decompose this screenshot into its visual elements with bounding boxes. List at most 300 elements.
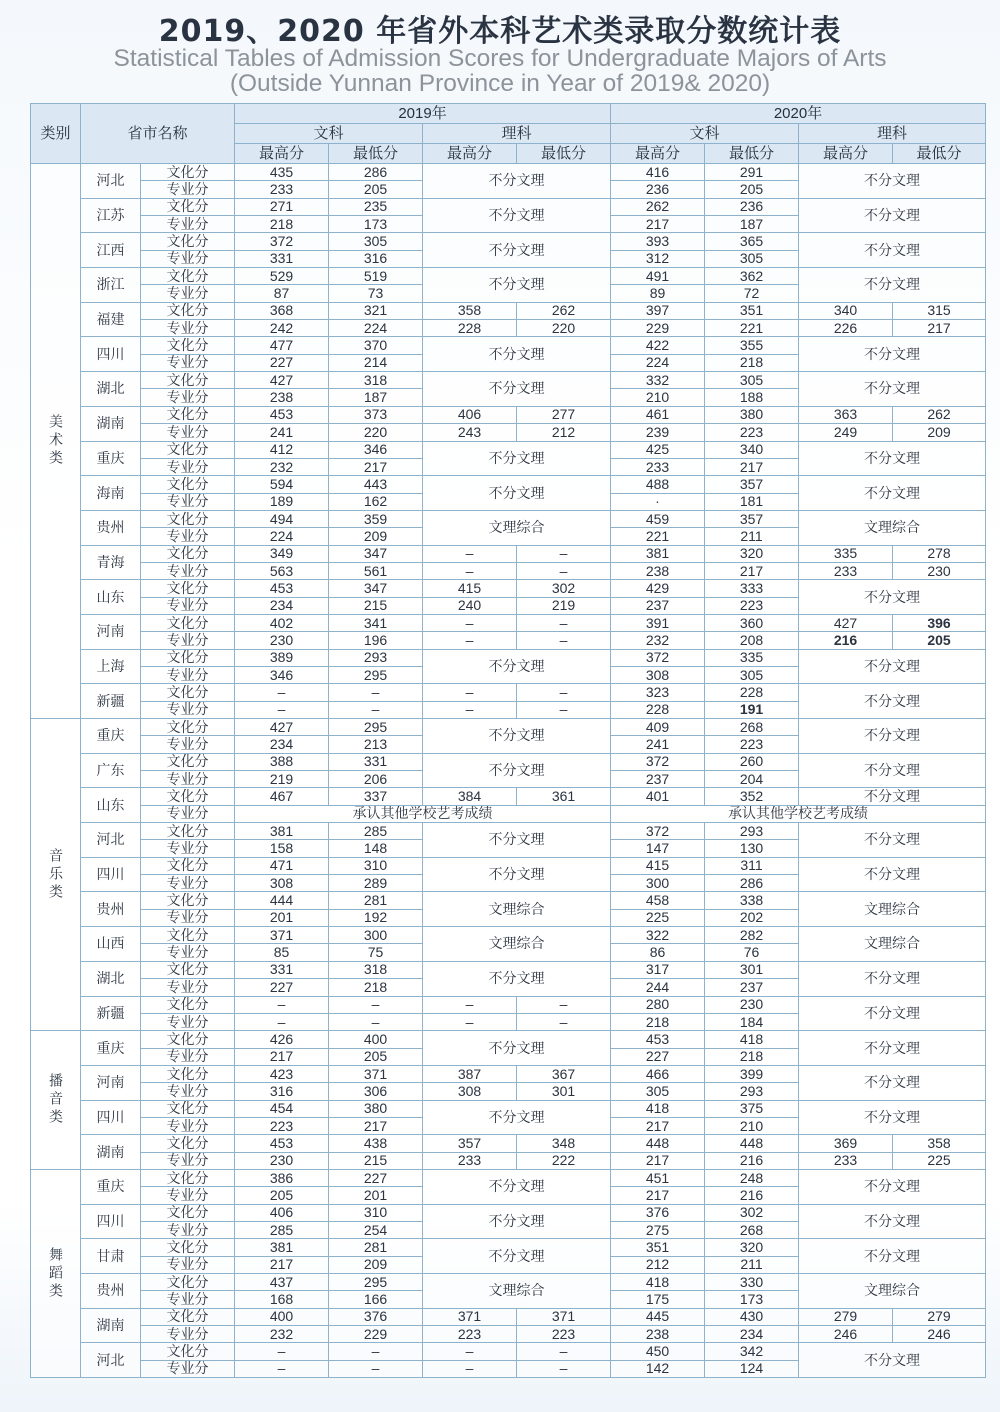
table-row: [31, 823, 986, 840]
score-cell: –: [235, 996, 329, 1013]
score-cell: 300: [329, 927, 423, 944]
score-cell: 147: [611, 840, 705, 857]
merged-note-cell: 不分文理: [799, 1204, 986, 1239]
score-cell: 372: [611, 753, 705, 770]
score-cell: –: [517, 1360, 611, 1377]
table-row: [31, 1065, 986, 1082]
score-cell: 188: [705, 389, 799, 406]
score-cell: 301: [705, 961, 799, 978]
score-cell: 400: [329, 1031, 423, 1048]
table-row: [31, 320, 986, 337]
score-cell: 427: [799, 614, 893, 631]
score-cell: 271: [235, 198, 329, 215]
score-cell: 529: [235, 268, 329, 285]
major-score-label: 专业分: [141, 493, 235, 510]
province-name: 新疆: [81, 684, 141, 719]
score-cell: 246: [799, 1326, 893, 1343]
table-row: [31, 372, 986, 389]
score-cell: 348: [517, 1135, 611, 1152]
score-cell: 380: [329, 1100, 423, 1117]
score-cell: 219: [235, 771, 329, 788]
score-cell: 216: [705, 1187, 799, 1204]
score-cell: 173: [705, 1291, 799, 1308]
score-cell: 418: [611, 1100, 705, 1117]
province-name: 重庆: [81, 441, 141, 476]
category-label: 音乐类: [31, 719, 81, 1031]
culture-score-label: 文化分: [141, 302, 235, 319]
score-cell: 295: [329, 719, 423, 736]
score-cell: 427: [235, 372, 329, 389]
score-cell: 209: [893, 424, 986, 441]
table-row: [31, 1308, 986, 1325]
major-score-label: 专业分: [141, 944, 235, 961]
score-cell: 217: [235, 1256, 329, 1273]
table-row: [31, 198, 986, 215]
table-row: [31, 614, 986, 631]
province-name: 新疆: [81, 996, 141, 1031]
score-cell: 215: [329, 597, 423, 614]
score-cell: 187: [329, 389, 423, 406]
score-cell: 232: [235, 458, 329, 475]
score-cell: 204: [705, 771, 799, 788]
score-cell: 376: [611, 1204, 705, 1221]
merged-note-cell: 不分文理: [799, 1031, 986, 1066]
table-row: [31, 1169, 986, 1186]
score-cell: 242: [235, 320, 329, 337]
score-cell: 367: [517, 1065, 611, 1082]
merged-note-cell: 不分文理: [799, 441, 986, 476]
province-name: 浙江: [81, 268, 141, 303]
table-row: [31, 1031, 986, 1048]
score-cell: 238: [611, 562, 705, 579]
culture-score-label: 文化分: [141, 580, 235, 597]
merged-note-cell: 不分文理: [799, 233, 986, 268]
major-score-label: 专业分: [141, 1326, 235, 1343]
culture-score-label: 文化分: [141, 788, 235, 805]
score-cell: 357: [705, 510, 799, 527]
score-cell: 85: [235, 944, 329, 961]
score-cell: 243: [423, 424, 517, 441]
score-cell: 236: [611, 181, 705, 198]
major-score-label: 专业分: [141, 1048, 235, 1065]
score-cell: 371: [329, 1065, 423, 1082]
culture-score-label: 文化分: [141, 1100, 235, 1117]
score-cell: 365: [705, 233, 799, 250]
table-row: [31, 580, 986, 597]
score-cell: 217: [611, 1117, 705, 1134]
score-cell: 347: [329, 545, 423, 562]
culture-score-label: 文化分: [141, 441, 235, 458]
score-cell: 340: [705, 441, 799, 458]
score-cell: 400: [235, 1308, 329, 1325]
score-cell: 337: [329, 788, 423, 805]
score-cell: 391: [611, 614, 705, 631]
score-cell: 389: [235, 649, 329, 666]
major-score-label: 专业分: [141, 1291, 235, 1308]
header-min: 最低分: [329, 144, 423, 164]
score-cell: 208: [705, 632, 799, 649]
score-cell: 281: [329, 1239, 423, 1256]
score-cell: 218: [329, 979, 423, 996]
score-cell: 333: [705, 580, 799, 597]
score-cell: 293: [705, 823, 799, 840]
score-cell: 429: [611, 580, 705, 597]
score-cell: 342: [705, 1343, 799, 1360]
merged-note-cell: 不分文理: [423, 753, 611, 788]
table-row: [31, 562, 986, 579]
table-row: [31, 233, 986, 250]
score-cell: 302: [705, 1204, 799, 1221]
score-cell: 166: [329, 1291, 423, 1308]
merged-note-cell: 承认其他学校艺考成绩: [235, 805, 611, 822]
culture-score-label: 文化分: [141, 476, 235, 493]
culture-score-label: 文化分: [141, 372, 235, 389]
score-cell: 341: [329, 614, 423, 631]
score-cell: 360: [705, 614, 799, 631]
score-cell: 285: [329, 823, 423, 840]
score-cell: 205: [329, 1048, 423, 1065]
score-cell: 235: [329, 198, 423, 215]
score-cell: 406: [423, 406, 517, 423]
score-cell: 406: [235, 1204, 329, 1221]
score-cell: 240: [423, 597, 517, 614]
score-cell: –: [329, 1343, 423, 1360]
score-cell: 212: [611, 1256, 705, 1273]
province-name: 四川: [81, 1100, 141, 1135]
culture-score-label: 文化分: [141, 649, 235, 666]
score-cell: 237: [611, 771, 705, 788]
table-row: [31, 1343, 986, 1360]
score-cell: 205: [893, 632, 986, 649]
header-year-2020: 2020年: [611, 104, 986, 124]
score-cell: 220: [517, 320, 611, 337]
culture-score-label: 文化分: [141, 753, 235, 770]
province-name: 四川: [81, 1204, 141, 1239]
score-cell: –: [517, 632, 611, 649]
culture-score-label: 文化分: [141, 1239, 235, 1256]
score-cell: 322: [611, 927, 705, 944]
major-score-label: 专业分: [141, 1117, 235, 1134]
culture-score-label: 文化分: [141, 961, 235, 978]
score-cell: 285: [235, 1221, 329, 1238]
culture-score-label: 文化分: [141, 996, 235, 1013]
score-cell: 223: [705, 424, 799, 441]
score-cell: 453: [235, 406, 329, 423]
score-cell: –: [423, 562, 517, 579]
score-cell: 461: [611, 406, 705, 423]
major-score-label: 专业分: [141, 389, 235, 406]
header-min: 最低分: [893, 144, 986, 164]
table-row: [31, 1204, 986, 1221]
score-cell: 346: [329, 441, 423, 458]
score-cell: 426: [235, 1031, 329, 1048]
merged-note-cell: 不分文理: [423, 1100, 611, 1135]
score-cell: 220: [329, 424, 423, 441]
merged-note-cell: 文理综合: [799, 892, 986, 927]
score-cell: –: [517, 562, 611, 579]
score-cell: 224: [611, 354, 705, 371]
header-min: 最低分: [705, 144, 799, 164]
province-name: 福建: [81, 302, 141, 337]
score-cell: 315: [893, 302, 986, 319]
score-cell: 222: [517, 1152, 611, 1169]
score-cell: 448: [705, 1135, 799, 1152]
major-score-label: 专业分: [141, 1360, 235, 1377]
major-score-label: 专业分: [141, 805, 235, 822]
score-cell: 491: [611, 268, 705, 285]
score-cell: –: [329, 996, 423, 1013]
score-cell: –: [235, 1013, 329, 1030]
table-row: [31, 1135, 986, 1152]
culture-score-label: 文化分: [141, 614, 235, 631]
major-score-label: 专业分: [141, 736, 235, 753]
culture-score-label: 文化分: [141, 268, 235, 285]
score-cell: 347: [329, 580, 423, 597]
score-cell: 217: [893, 320, 986, 337]
merged-note-cell: 不分文理: [799, 788, 986, 805]
score-cell: 201: [329, 1187, 423, 1204]
score-cell: 453: [611, 1031, 705, 1048]
table-row: [31, 424, 986, 441]
merged-note-cell: 不分文理: [799, 1100, 986, 1135]
score-cell: 75: [329, 944, 423, 961]
score-cell: 409: [611, 719, 705, 736]
merged-note-cell: 不分文理: [799, 1065, 986, 1100]
score-cell: 210: [705, 1117, 799, 1134]
merged-note-cell: 文理综合: [799, 510, 986, 545]
score-cell: 209: [329, 1256, 423, 1273]
score-cell: 331: [235, 250, 329, 267]
score-cell: 416: [611, 164, 705, 181]
score-cell: 227: [235, 979, 329, 996]
major-score-label: 专业分: [141, 250, 235, 267]
table-row: [31, 476, 986, 493]
score-cell: 358: [423, 302, 517, 319]
score-cell: –: [235, 1343, 329, 1360]
score-cell: 399: [705, 1065, 799, 1082]
score-cell: 387: [423, 1065, 517, 1082]
culture-score-label: 文化分: [141, 198, 235, 215]
score-cell: 210: [611, 389, 705, 406]
province-name: 上海: [81, 649, 141, 684]
table-row: [31, 719, 986, 736]
culture-score-label: 文化分: [141, 823, 235, 840]
score-cell: 305: [611, 1083, 705, 1100]
score-cell: 217: [611, 1152, 705, 1169]
score-cell: 227: [611, 1048, 705, 1065]
score-cell: 217: [235, 1048, 329, 1065]
score-cell: 291: [705, 164, 799, 181]
merged-note-cell: 文理综合: [423, 892, 611, 927]
score-cell: 376: [329, 1308, 423, 1325]
score-cell: –: [517, 996, 611, 1013]
culture-score-label: 文化分: [141, 164, 235, 181]
score-cell: 268: [705, 1221, 799, 1238]
score-cell: 217: [329, 1117, 423, 1134]
score-cell: 181: [705, 493, 799, 510]
score-cell: 418: [611, 1274, 705, 1291]
score-cell: 286: [705, 875, 799, 892]
merged-note-cell: 文理综合: [423, 1274, 611, 1309]
score-cell: 305: [705, 666, 799, 683]
score-cell: 205: [235, 1187, 329, 1204]
score-cell: 233: [235, 181, 329, 198]
score-cell: 349: [235, 545, 329, 562]
score-cell: 305: [705, 372, 799, 389]
score-cell: 321: [329, 302, 423, 319]
score-cell: 372: [235, 233, 329, 250]
score-cell: 371: [517, 1308, 611, 1325]
score-cell: 213: [329, 736, 423, 753]
score-cell: 76: [705, 944, 799, 961]
culture-score-label: 文化分: [141, 406, 235, 423]
table-row: [31, 1326, 986, 1343]
major-score-label: 专业分: [141, 632, 235, 649]
province-name: 四川: [81, 337, 141, 372]
province-name: 重庆: [81, 719, 141, 754]
score-cell: 86: [611, 944, 705, 961]
score-cell: 423: [235, 1065, 329, 1082]
score-cell: 380: [705, 406, 799, 423]
score-cell: 437: [235, 1274, 329, 1291]
score-cell: 233: [611, 458, 705, 475]
score-cell: 187: [705, 216, 799, 233]
major-score-label: 专业分: [141, 1221, 235, 1238]
score-cell: 72: [705, 285, 799, 302]
merged-note-cell: 文理综合: [423, 927, 611, 962]
major-score-label: 专业分: [141, 597, 235, 614]
province-name: 广东: [81, 753, 141, 788]
score-cell: 223: [423, 1326, 517, 1343]
score-cell: ·: [611, 493, 705, 510]
score-cell: 388: [235, 753, 329, 770]
score-cell: 211: [705, 1256, 799, 1273]
score-cell: 262: [893, 406, 986, 423]
score-cell: 216: [705, 1152, 799, 1169]
score-cell: 286: [329, 164, 423, 181]
province-name: 湖北: [81, 961, 141, 996]
page-title: 2019、2020 年省外本科艺术类录取分数统计表: [158, 14, 842, 49]
score-cell: –: [235, 701, 329, 718]
header-max: 最高分: [799, 144, 893, 164]
score-cell: 450: [611, 1343, 705, 1360]
score-cell: 425: [611, 441, 705, 458]
score-cell: 372: [611, 649, 705, 666]
province-name: 河南: [81, 614, 141, 649]
category-label: 舞蹈类: [31, 1169, 81, 1377]
score-cell: 244: [611, 979, 705, 996]
culture-score-label: 文化分: [141, 1031, 235, 1048]
score-cell: 232: [611, 632, 705, 649]
table-row: [31, 268, 986, 285]
score-cell: 289: [329, 875, 423, 892]
score-cell: 471: [235, 857, 329, 874]
score-cell: 260: [705, 753, 799, 770]
major-score-label: 专业分: [141, 1152, 235, 1169]
score-cell: 300: [611, 875, 705, 892]
score-cell: 209: [329, 528, 423, 545]
major-score-label: 专业分: [141, 528, 235, 545]
score-cell: 330: [705, 1274, 799, 1291]
score-cell: 191: [705, 701, 799, 718]
score-cell: 228: [705, 684, 799, 701]
score-cell: 359: [329, 510, 423, 527]
score-cell: –: [235, 1360, 329, 1377]
score-cell: 238: [611, 1326, 705, 1343]
major-score-label: 专业分: [141, 979, 235, 996]
score-cell: 301: [517, 1083, 611, 1100]
score-cell: 444: [235, 892, 329, 909]
score-cell: 362: [705, 268, 799, 285]
culture-score-label: 文化分: [141, 1343, 235, 1360]
table-row: [31, 996, 986, 1013]
score-cell: 223: [517, 1326, 611, 1343]
table-row: [31, 684, 986, 701]
merged-note-cell: 不分文理: [799, 961, 986, 996]
score-cell: 239: [611, 424, 705, 441]
score-cell: 219: [517, 597, 611, 614]
score-cell: 142: [611, 1360, 705, 1377]
score-cell: 361: [517, 788, 611, 805]
header-max: 最高分: [235, 144, 329, 164]
score-cell: 227: [329, 1169, 423, 1186]
score-cell: 317: [611, 961, 705, 978]
score-cell: 233: [799, 562, 893, 579]
score-cell: 189: [235, 493, 329, 510]
header-category: 类别: [31, 104, 81, 164]
score-cell: –: [517, 1013, 611, 1030]
culture-score-label: 文化分: [141, 233, 235, 250]
province-name: 湖南: [81, 1135, 141, 1170]
score-cell: 418: [705, 1031, 799, 1048]
score-cell: 230: [893, 562, 986, 579]
culture-score-label: 文化分: [141, 1065, 235, 1082]
score-cell: 130: [705, 840, 799, 857]
score-cell: 217: [705, 458, 799, 475]
score-cell: 370: [329, 337, 423, 354]
score-cell: 249: [799, 424, 893, 441]
merged-note-cell: 不分文理: [423, 441, 611, 476]
score-cell: 305: [705, 250, 799, 267]
score-cell: 293: [705, 1083, 799, 1100]
score-cell: –: [423, 1343, 517, 1360]
category-label: 美术类: [31, 164, 81, 719]
score-cell: 373: [329, 406, 423, 423]
province-name: 湖北: [81, 372, 141, 407]
score-cell: 351: [705, 302, 799, 319]
score-cell: 216: [799, 632, 893, 649]
score-cell: 223: [705, 736, 799, 753]
score-cell: 225: [893, 1152, 986, 1169]
score-cell: 234: [705, 1326, 799, 1343]
major-score-label: 专业分: [141, 1013, 235, 1030]
major-score-label: 专业分: [141, 771, 235, 788]
culture-score-label: 文化分: [141, 1169, 235, 1186]
admission-scores-table: [30, 103, 986, 1378]
score-cell: 519: [329, 268, 423, 285]
score-cell: –: [235, 684, 329, 701]
score-cell: 278: [893, 545, 986, 562]
province-name: 山西: [81, 927, 141, 962]
header-year-2019: 2019年: [235, 104, 611, 124]
score-cell: 415: [611, 857, 705, 874]
score-cell: 451: [611, 1169, 705, 1186]
score-cell: 318: [329, 961, 423, 978]
major-score-label: 专业分: [141, 1256, 235, 1273]
score-cell: 332: [611, 372, 705, 389]
culture-score-label: 文化分: [141, 1274, 235, 1291]
score-cell: 386: [235, 1169, 329, 1186]
